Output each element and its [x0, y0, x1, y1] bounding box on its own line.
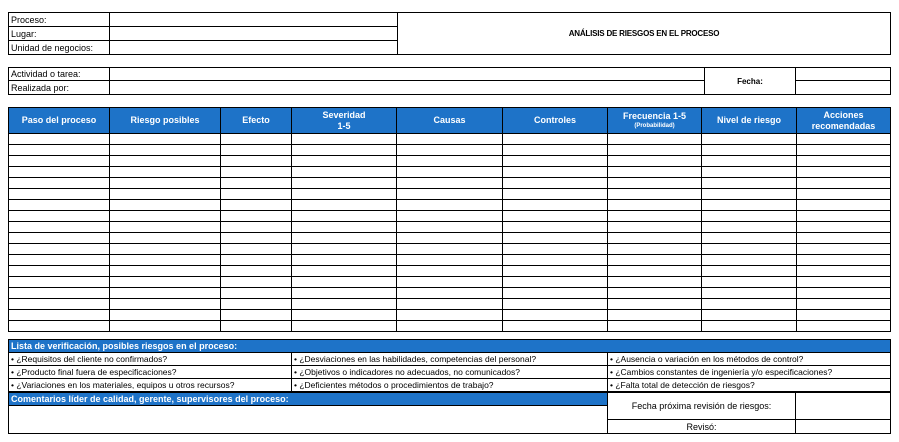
fecha-field-2[interactable]	[796, 81, 891, 95]
checklist-item: • ¿Desviaciones en las habilidades, competencias del personal?	[292, 353, 608, 366]
table-cell[interactable]	[292, 233, 397, 244]
form-title: ANÁLISIS DE RIESGOS EN EL PROCESO	[398, 13, 891, 55]
table-cell[interactable]	[110, 321, 221, 332]
table-cell[interactable]	[221, 189, 292, 200]
checklist-item: • ¿Variaciones en los materiales, equipos u otros recursos?	[9, 379, 292, 392]
table-cell[interactable]	[110, 178, 221, 189]
table-row	[9, 134, 891, 145]
table-cell[interactable]	[503, 189, 608, 200]
col-nivel: Nivel de riesgo	[702, 108, 797, 134]
table-cell[interactable]	[702, 211, 797, 222]
next-review-field[interactable]	[796, 393, 891, 420]
realizada-label: Realizada por:	[9, 81, 110, 95]
table-cell[interactable]	[9, 200, 110, 211]
next-review-label: Fecha próxima revisión de riesgos:	[608, 393, 796, 420]
table-cell[interactable]	[608, 321, 702, 332]
table-cell[interactable]	[397, 189, 503, 200]
table-cell[interactable]	[503, 145, 608, 156]
lugar-field[interactable]	[110, 27, 398, 41]
table-cell[interactable]	[797, 277, 891, 288]
table-cell[interactable]	[397, 134, 503, 145]
table-cell[interactable]	[110, 200, 221, 211]
table-cell[interactable]	[221, 321, 292, 332]
col-causas: Causas	[397, 108, 503, 134]
table-cell[interactable]	[608, 189, 702, 200]
table-cell[interactable]	[608, 310, 702, 321]
table-cell[interactable]	[797, 244, 891, 255]
table-cell[interactable]	[608, 277, 702, 288]
table-cell[interactable]	[221, 211, 292, 222]
col-riesgo: Riesgo posibles	[110, 108, 221, 134]
table-cell[interactable]	[608, 222, 702, 233]
table-cell[interactable]	[397, 310, 503, 321]
table-cell[interactable]	[797, 178, 891, 189]
table-cell[interactable]	[221, 299, 292, 310]
table-cell[interactable]	[292, 299, 397, 310]
table-cell[interactable]	[702, 222, 797, 233]
table-cell[interactable]	[702, 277, 797, 288]
table-cell[interactable]	[608, 266, 702, 277]
table-cell[interactable]	[292, 189, 397, 200]
table-cell[interactable]	[797, 156, 891, 167]
table-cell[interactable]	[221, 167, 292, 178]
table-cell[interactable]	[397, 178, 503, 189]
table-cell[interactable]	[397, 255, 503, 266]
checklist-title: Lista de verificación, posibles riesgos en el proceso:	[9, 340, 891, 353]
table-cell[interactable]	[608, 167, 702, 178]
table-cell[interactable]	[702, 178, 797, 189]
checklist-item: • ¿Falta total de detección de riesgos?	[608, 379, 891, 392]
table-row	[9, 189, 891, 200]
table-row	[9, 244, 891, 255]
table-cell[interactable]	[503, 134, 608, 145]
table-cell[interactable]	[397, 321, 503, 332]
table-cell[interactable]	[702, 310, 797, 321]
table-cell[interactable]	[702, 156, 797, 167]
table-cell[interactable]	[221, 222, 292, 233]
table-cell[interactable]	[797, 145, 891, 156]
checklist-item: • ¿Deficientes métodos o procedimientos de trabajo?	[292, 379, 608, 392]
table-row	[9, 288, 891, 299]
table-cell[interactable]	[9, 244, 110, 255]
table-cell[interactable]	[110, 211, 221, 222]
table-cell[interactable]	[797, 167, 891, 178]
unidad-label: Unidad de negocios:	[9, 41, 110, 55]
table-cell[interactable]	[292, 167, 397, 178]
activity-block	[8, 67, 891, 95]
table-cell[interactable]	[110, 156, 221, 167]
risk-table	[8, 107, 891, 332]
table-cell[interactable]	[503, 222, 608, 233]
table-cell[interactable]	[797, 299, 891, 310]
table-cell[interactable]	[397, 200, 503, 211]
table-cell[interactable]	[608, 244, 702, 255]
table-cell[interactable]	[608, 211, 702, 222]
table-cell[interactable]	[110, 233, 221, 244]
table-row	[9, 211, 891, 222]
table-cell[interactable]	[797, 255, 891, 266]
table-cell[interactable]	[110, 310, 221, 321]
table-cell[interactable]	[292, 222, 397, 233]
table-cell[interactable]	[797, 310, 891, 321]
table-cell[interactable]	[9, 233, 110, 244]
table-cell[interactable]	[608, 145, 702, 156]
table-cell[interactable]	[397, 156, 503, 167]
col-efecto: Efecto	[221, 108, 292, 134]
table-cell[interactable]	[9, 134, 110, 145]
table-cell[interactable]	[397, 288, 503, 299]
table-cell[interactable]	[9, 277, 110, 288]
table-cell[interactable]	[110, 222, 221, 233]
table-cell[interactable]	[702, 134, 797, 145]
table-cell[interactable]	[221, 288, 292, 299]
table-cell[interactable]	[397, 244, 503, 255]
table-cell[interactable]	[503, 299, 608, 310]
table-cell[interactable]	[608, 134, 702, 145]
table-cell[interactable]	[110, 145, 221, 156]
table-cell[interactable]	[9, 222, 110, 233]
table-cell[interactable]	[9, 288, 110, 299]
table-cell[interactable]	[702, 321, 797, 332]
col-frecuencia: Frecuencia 1-5 (Probabilidad)	[608, 108, 702, 134]
table-cell[interactable]	[797, 321, 891, 332]
table-cell[interactable]	[397, 167, 503, 178]
table-cell[interactable]	[292, 277, 397, 288]
table-row	[9, 156, 891, 167]
table-cell[interactable]	[797, 189, 891, 200]
table-cell[interactable]	[110, 299, 221, 310]
checklist-item: • ¿Producto final fuera de especificaciones?	[9, 366, 292, 379]
table-cell[interactable]	[503, 277, 608, 288]
table-cell[interactable]	[702, 145, 797, 156]
table-cell[interactable]	[292, 310, 397, 321]
col-paso: Paso del proceso	[9, 108, 110, 134]
table-cell[interactable]	[397, 233, 503, 244]
table-cell[interactable]	[503, 233, 608, 244]
table-cell[interactable]	[9, 145, 110, 156]
table-cell[interactable]	[397, 299, 503, 310]
table-cell[interactable]	[797, 266, 891, 277]
table-cell[interactable]	[292, 244, 397, 255]
table-row	[9, 266, 891, 277]
fecha-field[interactable]	[796, 68, 891, 81]
actividad-label: Actividad o tarea:	[9, 68, 110, 81]
table-cell[interactable]	[292, 178, 397, 189]
checklist-item: • ¿Cambios constantes de ingeniería y/o especificaciones?	[608, 366, 891, 379]
table-row	[9, 277, 891, 288]
table-cell[interactable]	[292, 134, 397, 145]
info-block	[8, 12, 891, 55]
table-cell[interactable]	[292, 156, 397, 167]
table-cell[interactable]	[292, 288, 397, 299]
table-cell[interactable]	[9, 299, 110, 310]
table-cell[interactable]	[221, 310, 292, 321]
table-row	[9, 255, 891, 266]
table-cell[interactable]	[397, 277, 503, 288]
comments-field[interactable]	[9, 406, 608, 434]
table-cell[interactable]	[797, 288, 891, 299]
table-cell[interactable]	[797, 134, 891, 145]
table-cell[interactable]	[608, 255, 702, 266]
table-cell[interactable]	[608, 299, 702, 310]
checklist-item: • ¿Ausencia o variación en los métodos de control?	[608, 353, 891, 366]
table-cell[interactable]	[702, 244, 797, 255]
table-cell[interactable]	[9, 310, 110, 321]
table-cell[interactable]	[608, 178, 702, 189]
table-cell[interactable]	[221, 233, 292, 244]
table-cell[interactable]	[292, 145, 397, 156]
table-cell[interactable]	[503, 244, 608, 255]
table-cell[interactable]	[702, 189, 797, 200]
table-cell[interactable]	[797, 233, 891, 244]
footer-block	[8, 392, 891, 434]
table-cell[interactable]	[221, 156, 292, 167]
lugar-label: Lugar:	[9, 27, 110, 41]
table-cell[interactable]	[608, 200, 702, 211]
table-row	[9, 222, 891, 233]
table-cell[interactable]	[9, 211, 110, 222]
table-cell[interactable]	[292, 266, 397, 277]
table-cell[interactable]	[503, 200, 608, 211]
table-cell[interactable]	[221, 200, 292, 211]
table-cell[interactable]	[221, 178, 292, 189]
table-cell[interactable]	[503, 288, 608, 299]
table-cell[interactable]	[503, 178, 608, 189]
table-cell[interactable]	[110, 288, 221, 299]
risk-table-header	[9, 108, 891, 134]
table-row	[9, 233, 891, 244]
checklist-block	[8, 339, 891, 392]
table-cell[interactable]	[9, 321, 110, 332]
table-cell[interactable]	[608, 233, 702, 244]
table-cell[interactable]	[702, 200, 797, 211]
table-row	[9, 167, 891, 178]
table-cell[interactable]	[702, 167, 797, 178]
table-cell[interactable]	[292, 255, 397, 266]
table-cell[interactable]	[797, 211, 891, 222]
actividad-field[interactable]	[110, 68, 705, 81]
table-cell[interactable]	[221, 145, 292, 156]
fecha-label: Fecha:	[705, 68, 796, 95]
table-cell[interactable]	[110, 167, 221, 178]
table-cell[interactable]	[503, 211, 608, 222]
table-cell[interactable]	[397, 211, 503, 222]
table-cell[interactable]	[608, 156, 702, 167]
col-controles: Controles	[503, 108, 608, 134]
table-cell[interactable]	[110, 189, 221, 200]
table-cell[interactable]	[292, 200, 397, 211]
unidad-field[interactable]	[110, 41, 398, 55]
table-row	[9, 310, 891, 321]
proceso-label: Proceso:	[9, 13, 110, 27]
table-cell[interactable]	[110, 255, 221, 266]
table-cell[interactable]	[397, 266, 503, 277]
col-severidad: Severidad 1-5	[292, 108, 397, 134]
table-cell[interactable]	[397, 222, 503, 233]
table-cell[interactable]	[110, 277, 221, 288]
table-cell[interactable]	[221, 134, 292, 145]
table-row	[9, 200, 891, 211]
table-cell[interactable]	[9, 255, 110, 266]
table-cell[interactable]	[110, 134, 221, 145]
table-row	[9, 178, 891, 189]
table-cell[interactable]	[503, 167, 608, 178]
table-cell[interactable]	[702, 299, 797, 310]
table-cell[interactable]	[110, 266, 221, 277]
table-cell[interactable]	[9, 156, 110, 167]
col-acciones: Acciones recomendadas	[797, 108, 891, 134]
table-cell[interactable]	[221, 277, 292, 288]
table-cell[interactable]	[702, 255, 797, 266]
table-cell[interactable]	[503, 321, 608, 332]
reviewed-label: Revisó:	[608, 420, 796, 434]
table-cell[interactable]	[503, 156, 608, 167]
table-cell[interactable]	[9, 189, 110, 200]
table-cell[interactable]	[221, 255, 292, 266]
table-cell[interactable]	[397, 145, 503, 156]
table-cell[interactable]	[110, 244, 221, 255]
table-row	[9, 321, 891, 332]
table-cell[interactable]	[797, 200, 891, 211]
table-cell[interactable]	[503, 310, 608, 321]
table-cell[interactable]	[9, 266, 110, 277]
proceso-field[interactable]	[110, 13, 398, 27]
table-cell[interactable]	[9, 178, 110, 189]
table-cell[interactable]	[702, 233, 797, 244]
table-cell[interactable]	[9, 167, 110, 178]
table-cell[interactable]	[702, 266, 797, 277]
reviewed-field[interactable]	[796, 420, 891, 434]
realizada-field[interactable]	[110, 81, 705, 95]
checklist-item: • ¿Objetivos o indicadores no adecuados, no comunicados?	[292, 366, 608, 379]
table-row	[9, 145, 891, 156]
table-cell[interactable]	[702, 288, 797, 299]
table-row	[9, 299, 891, 310]
table-cell[interactable]	[797, 222, 891, 233]
table-cell[interactable]	[503, 266, 608, 277]
table-cell[interactable]	[292, 321, 397, 332]
table-cell[interactable]	[221, 244, 292, 255]
comments-label: Comentarios líder de calidad, gerente, supervisores del proceso:	[9, 393, 608, 406]
checklist-item: • ¿Requisitos del cliente no confirmados?	[9, 353, 292, 366]
table-cell[interactable]	[503, 255, 608, 266]
table-cell[interactable]	[221, 266, 292, 277]
table-cell[interactable]	[292, 211, 397, 222]
table-cell[interactable]	[608, 288, 702, 299]
